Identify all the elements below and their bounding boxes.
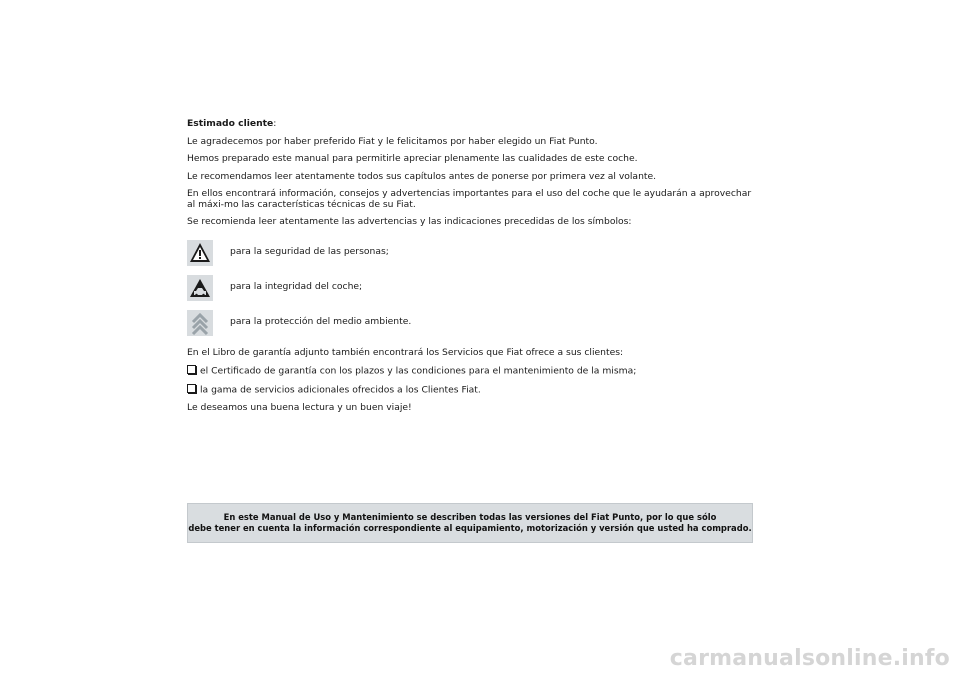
greeting-colon: : xyxy=(273,118,277,129)
checkbox-bullet-icon xyxy=(187,384,196,393)
paragraph-manual-purpose: Hemos preparado este manual para permitirle apreciar plenamente las cualidades de este coche. xyxy=(187,153,638,164)
symbol-list xyxy=(187,240,753,336)
car-warning-icon xyxy=(187,275,213,301)
symbol-label-car: para la integridad del coche; xyxy=(230,281,363,293)
closing-line: Le deseamos una buena lectura y un buen viaje! xyxy=(187,402,412,413)
symbol-label-environment: para la protección del medio ambiente. xyxy=(230,316,412,328)
symbol-row-safety xyxy=(187,240,753,266)
symbol-label-safety: para la seguridad de las personas; xyxy=(230,246,389,258)
document-body xyxy=(187,119,753,421)
services-bullet-warranty-text: el Certificado de garantía con los plazos y las condiciones para el mantenimiento de la misma; xyxy=(200,365,637,377)
greeting-bold: Estimado cliente xyxy=(187,118,274,129)
notice-line-2: debe tener en cuenta la información correspondiente al equipamiento, motorización y versión que usted ha comprado. xyxy=(188,523,752,533)
services-bullet-additional-text: la gama de servicios adicionales ofrecidos a los Clientes Fiat. xyxy=(200,384,481,396)
symbol-row-car xyxy=(187,275,753,301)
paragraph-thanks: Le agradecemos por haber preferido Fiat y le felicitamos por haber elegido un Fiat Punto. xyxy=(187,135,598,147)
warning-triangle-icon xyxy=(187,240,213,266)
site-watermark: carmanualsonline.info xyxy=(669,646,950,671)
paragraph-read-chapters: Le recomendamos leer atentamente todos sus capítulos antes de ponerse por primera vez al volante. xyxy=(187,170,657,182)
notice-line-1: En este Manual de Uso y Mantenimiento se describen todas las versiones del Fiat Punto, por lo que sólo xyxy=(223,512,717,522)
paragraph-information: En ellos encontrará información, consejos y advertencias importantes para el uso del coche que le ayudarán a aprovechar al máxi-mo las características técnicas de su Fiat. xyxy=(187,188,752,210)
services-bullet-warranty xyxy=(187,365,753,377)
services-intro: En el Libro de garantía adjunto también encontrará los Servicios que Fiat ofrece a sus clientes: xyxy=(187,346,624,358)
checkbox-bullet-icon xyxy=(187,365,196,374)
paragraph-symbols-intro: Se recomienda leer atentamente las advertencias y las indicaciones precedidas de los símbolos: xyxy=(187,216,632,227)
versions-notice-box xyxy=(187,503,753,543)
environment-leaf-icon xyxy=(187,310,213,336)
services-bullet-additional xyxy=(187,384,753,396)
greeting xyxy=(187,119,753,130)
symbol-row-environment xyxy=(187,310,753,336)
